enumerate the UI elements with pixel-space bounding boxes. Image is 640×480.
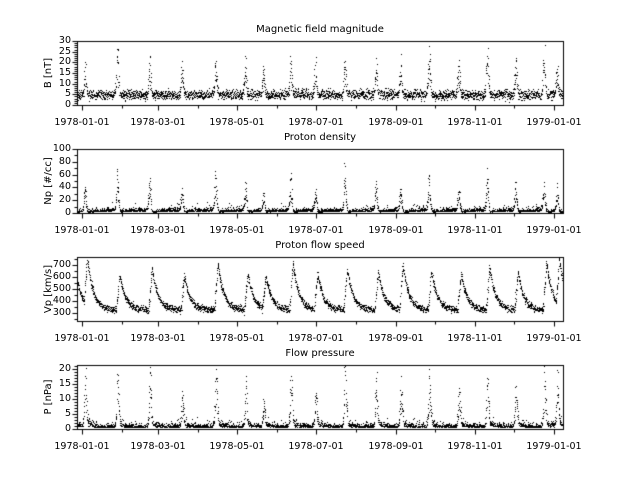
y-tick-label: 15 [58,378,71,389]
panel-1-y-axis-label: B [nT] [43,57,54,89]
x-tick-label: 1978-05-01 [209,225,265,236]
x-tick-label: 1978-11-01 [447,333,503,344]
y-tick-label: 10 [58,393,71,404]
y-tick-label: 15 [58,67,71,78]
x-tick-label: 1978-07-01 [288,441,344,452]
x-tick-label: 1978-11-01 [447,441,503,452]
y-tick-label: 20 [58,56,71,67]
y-tick-label: 700 [52,259,71,270]
x-tick-label: 1978-01-01 [54,117,110,128]
x-tick-label: 1978-09-01 [368,333,424,344]
x-tick-label: 1978-07-01 [288,117,344,128]
x-tick-label: 1978-03-01 [130,117,186,128]
y-tick-label: 0 [64,207,71,218]
x-tick-label: 1978-05-01 [209,117,265,128]
y-tick-label: 20 [58,363,71,374]
x-tick-label: 1978-03-01 [130,333,186,344]
y-tick-label: 0 [64,99,71,110]
x-tick-label: 1979-01-01 [526,117,582,128]
y-tick-label: 400 [52,295,71,306]
x-tick-label: 1978-07-01 [288,225,344,236]
panel-3-y-axis-label: Vp [km/s] [43,264,54,314]
y-tick-label: 20 [58,194,71,205]
y-tick-label: 30 [58,35,71,46]
x-tick-label: 1978-01-01 [54,333,110,344]
y-tick-label: 5 [64,88,71,99]
x-tick-label: 1978-09-01 [368,225,424,236]
y-tick-label: 100 [52,143,71,154]
x-tick-label: 1978-09-01 [368,441,424,452]
x-tick-label: 1978-01-01 [54,225,110,236]
y-tick-label: 600 [52,271,71,282]
x-tick-label: 1978-07-01 [288,333,344,344]
panel-3-title: Proton flow speed [275,240,365,251]
y-tick-label: 80 [58,156,71,167]
x-tick-label: 1979-01-01 [526,225,582,236]
x-tick-label: 1978-03-01 [130,441,186,452]
y-tick-label: 0 [64,423,71,434]
x-tick-label: 1978-03-01 [130,225,186,236]
y-tick-label: 10 [58,78,71,89]
y-tick-label: 25 [58,46,71,57]
x-tick-label: 1978-05-01 [209,333,265,344]
x-tick-label: 1979-01-01 [526,441,582,452]
panel-1-title: Magnetic field magnitude [256,24,384,35]
y-tick-label: 60 [58,169,71,180]
panel-4-title: Flow pressure [285,348,355,359]
x-tick-label: 1978-05-01 [209,441,265,452]
x-tick-label: 1978-11-01 [447,225,503,236]
panel-4-y-axis-label: P [nPa] [43,379,54,415]
panel-2-y-axis-label: Np [#/cc] [43,157,54,205]
y-tick-label: 40 [58,181,71,192]
y-tick-label: 500 [52,283,71,294]
panel-2-title: Proton density [283,132,357,143]
x-tick-label: 1978-01-01 [54,441,110,452]
x-tick-label: 1978-11-01 [447,117,503,128]
x-tick-label: 1979-01-01 [526,333,582,344]
y-tick-label: 5 [64,408,71,419]
y-tick-label: 300 [52,307,71,318]
x-tick-label: 1978-09-01 [368,117,424,128]
